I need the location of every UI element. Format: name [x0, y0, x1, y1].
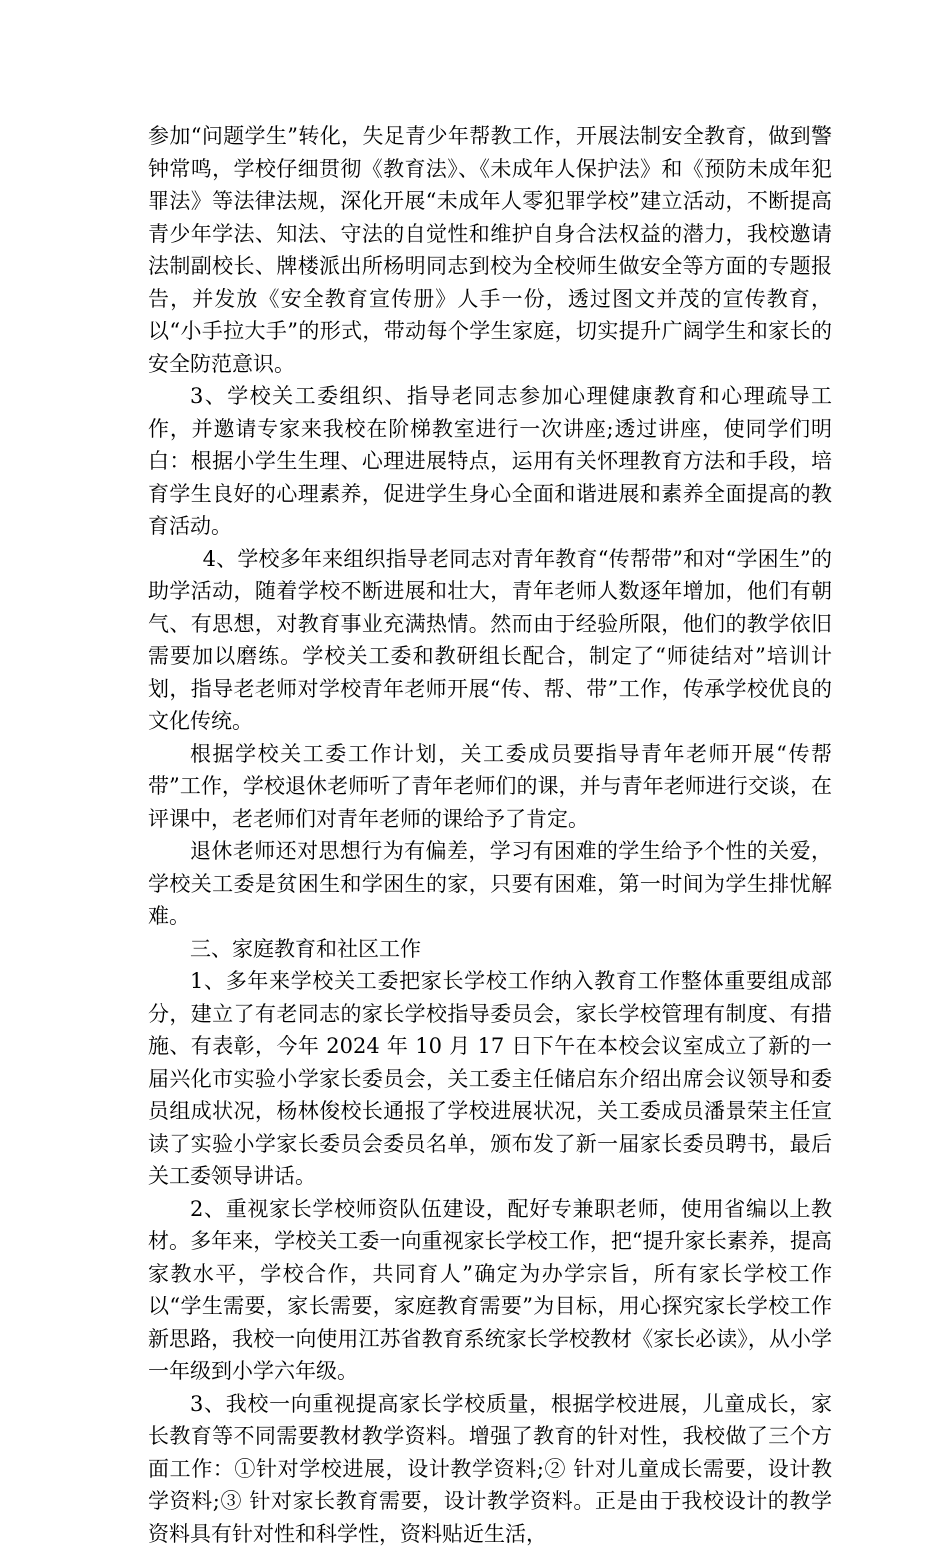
paragraph-mentoring-plan: 根据学校关工委工作计划，关工委成员要指导青年老师开展“传帮带”工作，学校退休老师听了青年老师们的课，并与青年老师进行交谈，在评课中，老老师们对青年老师的课给予了肯定。: [148, 738, 832, 836]
paragraph-item-4: 4、学校多年来组织指导老同志对青年教育“传帮带”和对“学困生”的助学活动，随着学校不断进展和壮大，青年老师人数逐年增加，他们有朝气、有思想，对教育事业充满热情。然而由于经验所限，他们的教学依旧需要加以磨练。学校关工委和教研组长配合，制定了“师徒结对”培训计划，指导老老师对学校青年老师开展“传、帮、带”工作，传承学校优良的文化传统。: [148, 543, 832, 738]
paragraph-family-item-3: 3、我校一向重视提高家长学校质量，根据学校进展，儿童成长，家长教育等不同需要教材教学资料。增强了教育的针对性，我校做了三个方面工作：①针对学校进展，设计教学资料;② 针对儿童成长需要，设计教学资料;③ 针对家长教育需要，设计教学资料。正是由于我校设计的教学资料具有针对性和科学性，资料贴近生活，: [148, 1388, 832, 1550]
document-page: [148, 120, 832, 1550]
paragraph-family-item-1: 1、多年来学校关工委把家长学校工作纳入教育工作整体重要组成部分，建立了有老同志的家长学校指导委员会，家长学校管理有制度、有措施、有表彰，今年 2024 年 10 月 17 日下午在本校会议室成立了新的一届兴化市实验小学家长委员会，关工委主任储启东介绍出席会议领导和委员组成状况，杨林俊校长通报了学校进展状况，关工委成员潘景荣主任宣读了实验小学家长委员会委员名单，颁布发了新一届家长委员聘书，最后关工委领导讲话。: [148, 965, 832, 1193]
paragraph-continuation: 参加“问题学生”转化，失足青少年帮教工作，开展法制安全教育，做到警钟常鸣，学校仔细贯彻《教育法》、《未成年人保护法》和《预防未成年犯罪法》等法律法规，深化开展“未成年人零犯罪学校”建立活动，不断提高青少年学法、知法、守法的自觉性和维护自身合法权益的潜力，我校邀请法制副校长、牌楼派出所杨明同志到校为全校师生做安全等方面的专题报告，并发放《安全教育宣传册》人手一份，透过图文并茂的宣传教育，以“小手拉大手”的形式，带动每个学生家庭，切实提升广阔学生和家长的安全防范意识。: [148, 120, 832, 380]
paragraph-item-3: 3、学校关工委组织、指导老同志参加心理健康教育和心理疏导工作，并邀请专家来我校在阶梯教室进行一次讲座;透过讲座，使同学们明白：根据小学生生理、心理进展特点，运用有关怀理教育方法和手段，培育学生良好的心理素养，促进学生身心全面和谐进展和素养全面提高的教育活动。: [148, 380, 832, 543]
section-heading-family-education: 三、家庭教育和社区工作: [148, 933, 832, 966]
paragraph-retired-teachers: 退休老师还对思想行为有偏差，学习有困难的学生给予个性的关爱，学校关工委是贫困生和学困生的家，只要有困难，第一时间为学生排忧解难。: [148, 835, 832, 933]
paragraph-family-item-2: 2、重视家长学校师资队伍建设，配好专兼职老师，使用省编以上教材。多年来，学校关工委一向重视家长学校工作，把“提升家长素养，提高家教水平，学校合作，共同育人”确定为办学宗旨，所有家长学校工作以“学生需要，家长需要，家庭教育需要”为目标，用心探究家长学校工作新思路，我校一向使用江苏省教育系统家长学校教材《家长必读》，从小学一年级到小学六年级。: [148, 1193, 832, 1388]
